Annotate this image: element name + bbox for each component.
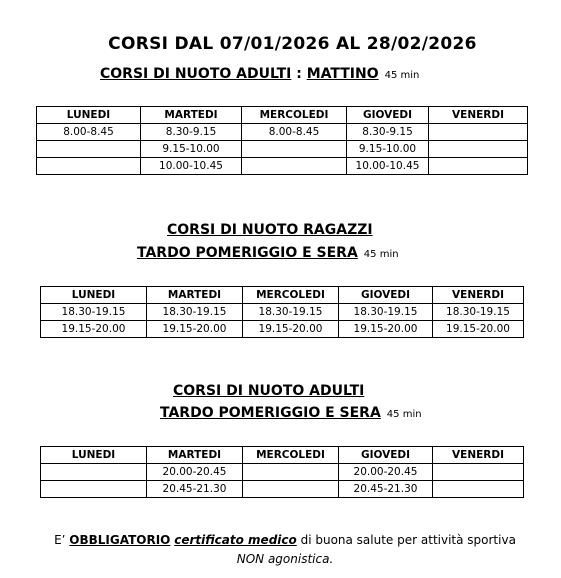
- section3-title: CORSI DI NUOTO ADULTI: [173, 383, 365, 399]
- section3-subheading: [160, 405, 422, 421]
- time-slot-cell: 20.00-20.45: [147, 464, 243, 481]
- time-slot-cell: 18.30-19.15: [147, 304, 243, 321]
- time-slot-cell: 18.30-19.15: [433, 304, 524, 321]
- section2-heading: [167, 222, 373, 238]
- time-slot-cell: 20.00-20.45: [339, 464, 433, 481]
- time-slot-cell: 10.00-10.45: [347, 158, 429, 175]
- time-slot-cell: 19.15-20.00: [147, 321, 243, 338]
- column-header: MERCOLEDI: [243, 287, 339, 304]
- time-slot-cell: [433, 481, 524, 498]
- time-slot-cell: 8.30-9.15: [347, 124, 429, 141]
- time-slot-cell: 10.00-10.45: [141, 158, 242, 175]
- table-row: [37, 124, 528, 141]
- time-slot-cell: [41, 481, 147, 498]
- time-slot-cell: 9.15-10.00: [347, 141, 429, 158]
- column-header: GIOVEDI: [339, 287, 433, 304]
- table-header-row: [37, 107, 528, 124]
- column-header: MARTEDI: [141, 107, 242, 124]
- section1-separator: :: [291, 66, 307, 82]
- time-slot-cell: [37, 158, 141, 175]
- time-slot-cell: 8.30-9.15: [141, 124, 242, 141]
- time-slot-cell: 18.30-19.15: [339, 304, 433, 321]
- time-slot-cell: 19.15-20.00: [339, 321, 433, 338]
- time-slot-cell: [429, 124, 528, 141]
- section3-duration: 45 min: [386, 409, 422, 420]
- column-header: LUNEDI: [41, 447, 147, 464]
- time-slot-cell: 19.15-20.00: [41, 321, 147, 338]
- table-row: [41, 304, 524, 321]
- time-slot-cell: 8.00-8.45: [37, 124, 141, 141]
- time-slot-cell: [37, 141, 141, 158]
- table-row: [37, 158, 528, 175]
- table-row: [41, 464, 524, 481]
- medical-certificate-note: [30, 531, 540, 569]
- section3-heading: [173, 383, 364, 399]
- time-slot-cell: [429, 158, 528, 175]
- note-line-1: [30, 531, 540, 550]
- table-row: [37, 141, 528, 158]
- time-slot-cell: [242, 158, 347, 175]
- column-header: VENERDI: [429, 107, 528, 124]
- section1-title: CORSI DI NUOTO ADULTI: [100, 66, 292, 82]
- time-slot-cell: 20.45-21.30: [339, 481, 433, 498]
- time-slot-cell: [242, 141, 347, 158]
- note-prefix: E’: [54, 533, 70, 547]
- time-slot-cell: [41, 464, 147, 481]
- table-header-row: [41, 447, 524, 464]
- time-slot-cell: [243, 464, 339, 481]
- section2-subheading: [137, 245, 399, 261]
- time-slot-cell: [433, 464, 524, 481]
- time-slot-cell: 19.15-20.00: [243, 321, 339, 338]
- main-title: CORSI DAL 07/01/2026 AL 28/02/2026: [108, 34, 477, 54]
- section2-title: CORSI DI NUOTO RAGAZZI: [167, 222, 373, 238]
- section2-subtitle: TARDO POMERIGGIO E SERA: [137, 245, 358, 261]
- time-slot-cell: 8.00-8.45: [242, 124, 347, 141]
- schedule-table-adults-morning: [36, 106, 528, 175]
- section2-duration: 45 min: [363, 249, 399, 260]
- note-certificato: certificato medico: [174, 533, 297, 547]
- column-header: MARTEDI: [147, 287, 243, 304]
- column-header: LUNEDI: [37, 107, 141, 124]
- note-line-2: NON agonistica.: [236, 552, 334, 566]
- table-row: [41, 481, 524, 498]
- schedule-table-adults-evening: [40, 446, 524, 498]
- column-header: LUNEDI: [41, 287, 147, 304]
- column-header: MARTEDI: [147, 447, 243, 464]
- section3-subtitle: TARDO POMERIGGIO E SERA: [160, 405, 381, 421]
- time-slot-cell: 18.30-19.15: [243, 304, 339, 321]
- column-header: MERCOLEDI: [243, 447, 339, 464]
- note-rest: di buona salute per attività sportiva: [296, 533, 516, 547]
- column-header: GIOVEDI: [347, 107, 429, 124]
- column-header: MERCOLEDI: [242, 107, 347, 124]
- note-obbligatorio: OBBLIGATORIO: [69, 533, 171, 547]
- section1-heading: [100, 66, 419, 82]
- time-slot-cell: 9.15-10.00: [141, 141, 242, 158]
- table-header-row: [41, 287, 524, 304]
- schedule-table-kids-evening: [40, 286, 524, 338]
- table-row: [41, 321, 524, 338]
- time-slot-cell: 20.45-21.30: [147, 481, 243, 498]
- section1-duration: 45 min: [384, 70, 420, 81]
- column-header: VENERDI: [433, 287, 524, 304]
- column-header: GIOVEDI: [339, 447, 433, 464]
- time-slot-cell: 18.30-19.15: [41, 304, 147, 321]
- time-slot-cell: [243, 481, 339, 498]
- section1-subtitle: MATTINO: [306, 66, 379, 82]
- time-slot-cell: [429, 141, 528, 158]
- column-header: VENERDI: [433, 447, 524, 464]
- time-slot-cell: 19.15-20.00: [433, 321, 524, 338]
